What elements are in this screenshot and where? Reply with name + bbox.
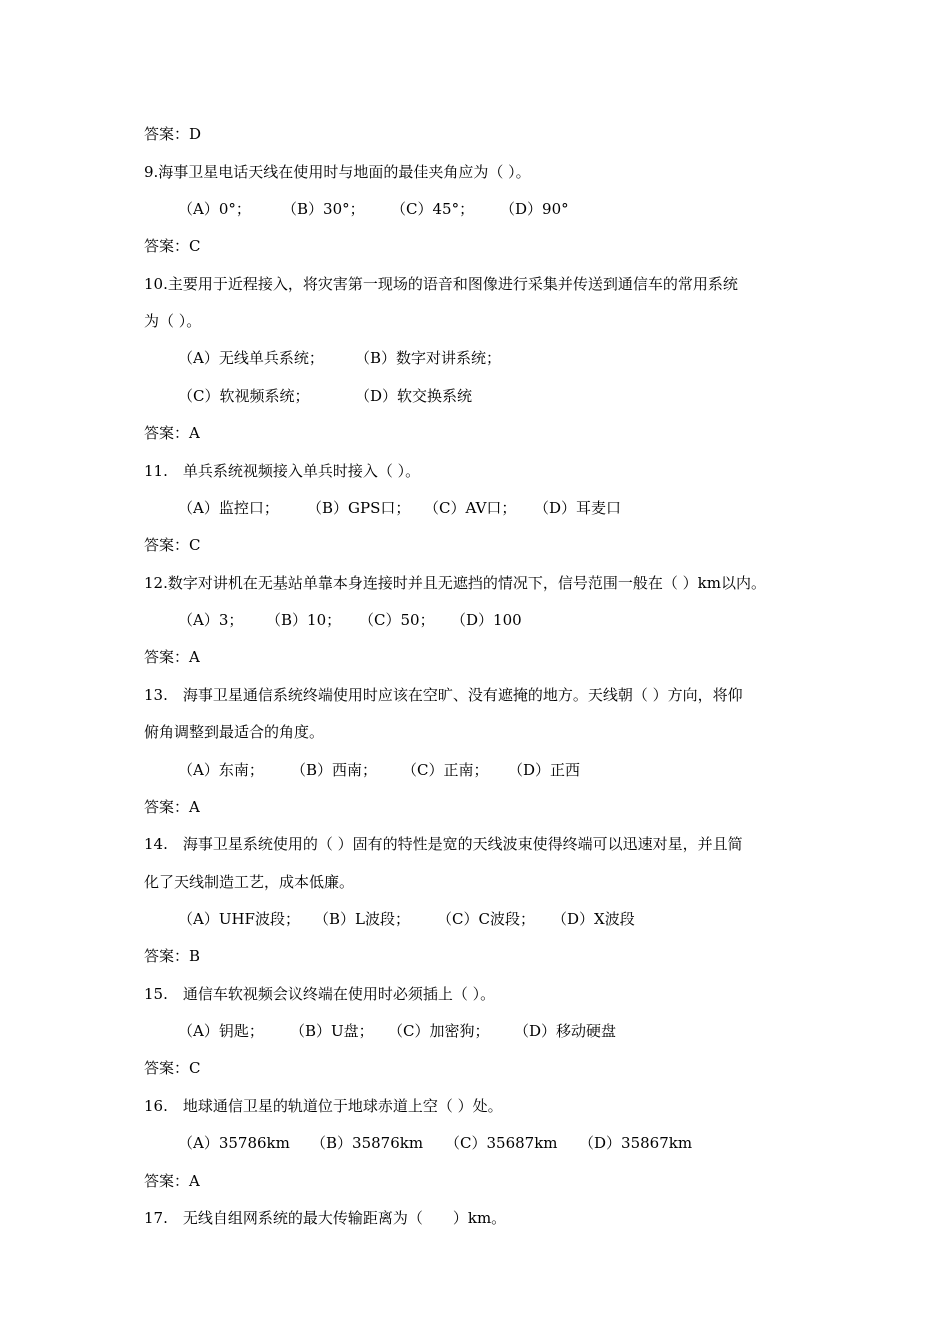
option-item: （A）钥匙； bbox=[178, 1022, 264, 1040]
option-item: （A）监控口； bbox=[178, 499, 279, 517]
answer-line: 答案：D bbox=[144, 125, 202, 143]
option-item: （C）正南； bbox=[402, 761, 489, 779]
option-item: （A）35786km bbox=[178, 1134, 290, 1152]
option-item: （B）GPS口； bbox=[307, 499, 411, 517]
question-line: 10.主要用于近程接入，将灾害第一现场的语音和图像进行采集并传送到通信车的常用系统 bbox=[144, 275, 738, 293]
option-item: （C）软视频系统； bbox=[178, 387, 310, 405]
question-line: 15. 通信车软视频会议终端在使用时必须插上（ ）。 bbox=[144, 985, 496, 1003]
option-item: （B）U盘； bbox=[290, 1022, 374, 1040]
answer-line: 答案：A bbox=[144, 424, 200, 442]
option-item: （A）无线单兵系统； bbox=[178, 349, 324, 367]
option-item: （A）东南； bbox=[178, 761, 264, 779]
answer-line: 答案：C bbox=[144, 536, 201, 554]
answer-line: 答案：A bbox=[144, 798, 200, 816]
option-item: （B）10； bbox=[266, 611, 342, 629]
option-item: （C）加密狗； bbox=[388, 1022, 490, 1040]
option-item: （C）AV口； bbox=[424, 499, 517, 517]
option-item: （B）L波段； bbox=[314, 910, 410, 928]
question-line: 13. 海事卫星通信系统终端使用时应该在空旷、没有遮掩的地方。天线朝（ ）方向，将仰 bbox=[144, 686, 743, 704]
option-item: （A）0°； bbox=[178, 200, 251, 218]
option-item: （B）数字对讲系统； bbox=[355, 349, 502, 367]
answer-line: 答案：B bbox=[144, 947, 201, 965]
question-line: 为（ ）。 bbox=[144, 312, 202, 330]
option-item: （B）30°； bbox=[282, 200, 365, 218]
option-item: （B）35876km bbox=[311, 1134, 424, 1152]
question-line: 俯角调整到最适合的角度。 bbox=[144, 723, 325, 741]
question-line: 化了天线制造工艺，成本低廉。 bbox=[144, 873, 355, 891]
option-item: （D）正西 bbox=[508, 761, 581, 779]
answer-line: 答案：A bbox=[144, 648, 200, 666]
option-item: （D）X波段 bbox=[552, 910, 635, 928]
question-line: 17. 无线自组网系统的最大传输距离为（ ）km。 bbox=[144, 1209, 507, 1227]
option-item: （C）50； bbox=[359, 611, 435, 629]
option-item: （D）移动硬盘 bbox=[514, 1022, 617, 1040]
option-item: （D）90° bbox=[500, 200, 569, 218]
option-item: （D）100 bbox=[451, 611, 522, 629]
option-item: （C）35687km bbox=[445, 1134, 558, 1152]
option-item: （D）软交换系统 bbox=[355, 387, 473, 405]
question-line: 9.海事卫星电话天线在使用时与地面的最佳夹角应为（ ）。 bbox=[144, 163, 531, 181]
option-item: （C）C波段； bbox=[437, 910, 535, 928]
answer-line: 答案：A bbox=[144, 1172, 200, 1190]
option-item: （C）45°； bbox=[391, 200, 475, 218]
option-item: （A）UHF波段； bbox=[178, 910, 300, 928]
option-item: （B）西南； bbox=[291, 761, 378, 779]
option-item: （D）耳麦口 bbox=[534, 499, 622, 517]
answer-line: 答案：C bbox=[144, 237, 201, 255]
question-line: 11. 单兵系统视频接入单兵时接入（ ）。 bbox=[144, 462, 421, 480]
question-line: 12.数字对讲机在无基站单靠本身连接时并且无遮挡的情况下，信号范围一般在（ ）km以内。 bbox=[144, 574, 766, 592]
option-item: （D）35867km bbox=[579, 1134, 693, 1152]
question-line: 14. 海事卫星系统使用的（ ）固有的特性是宽的天线波束使得终端可以迅速对星，并且简 bbox=[144, 835, 743, 853]
question-line: 16. 地球通信卫星的轨道位于地球赤道上空（ ）处。 bbox=[144, 1097, 503, 1115]
answer-line: 答案：C bbox=[144, 1059, 201, 1077]
option-item: （A）3； bbox=[178, 611, 244, 629]
